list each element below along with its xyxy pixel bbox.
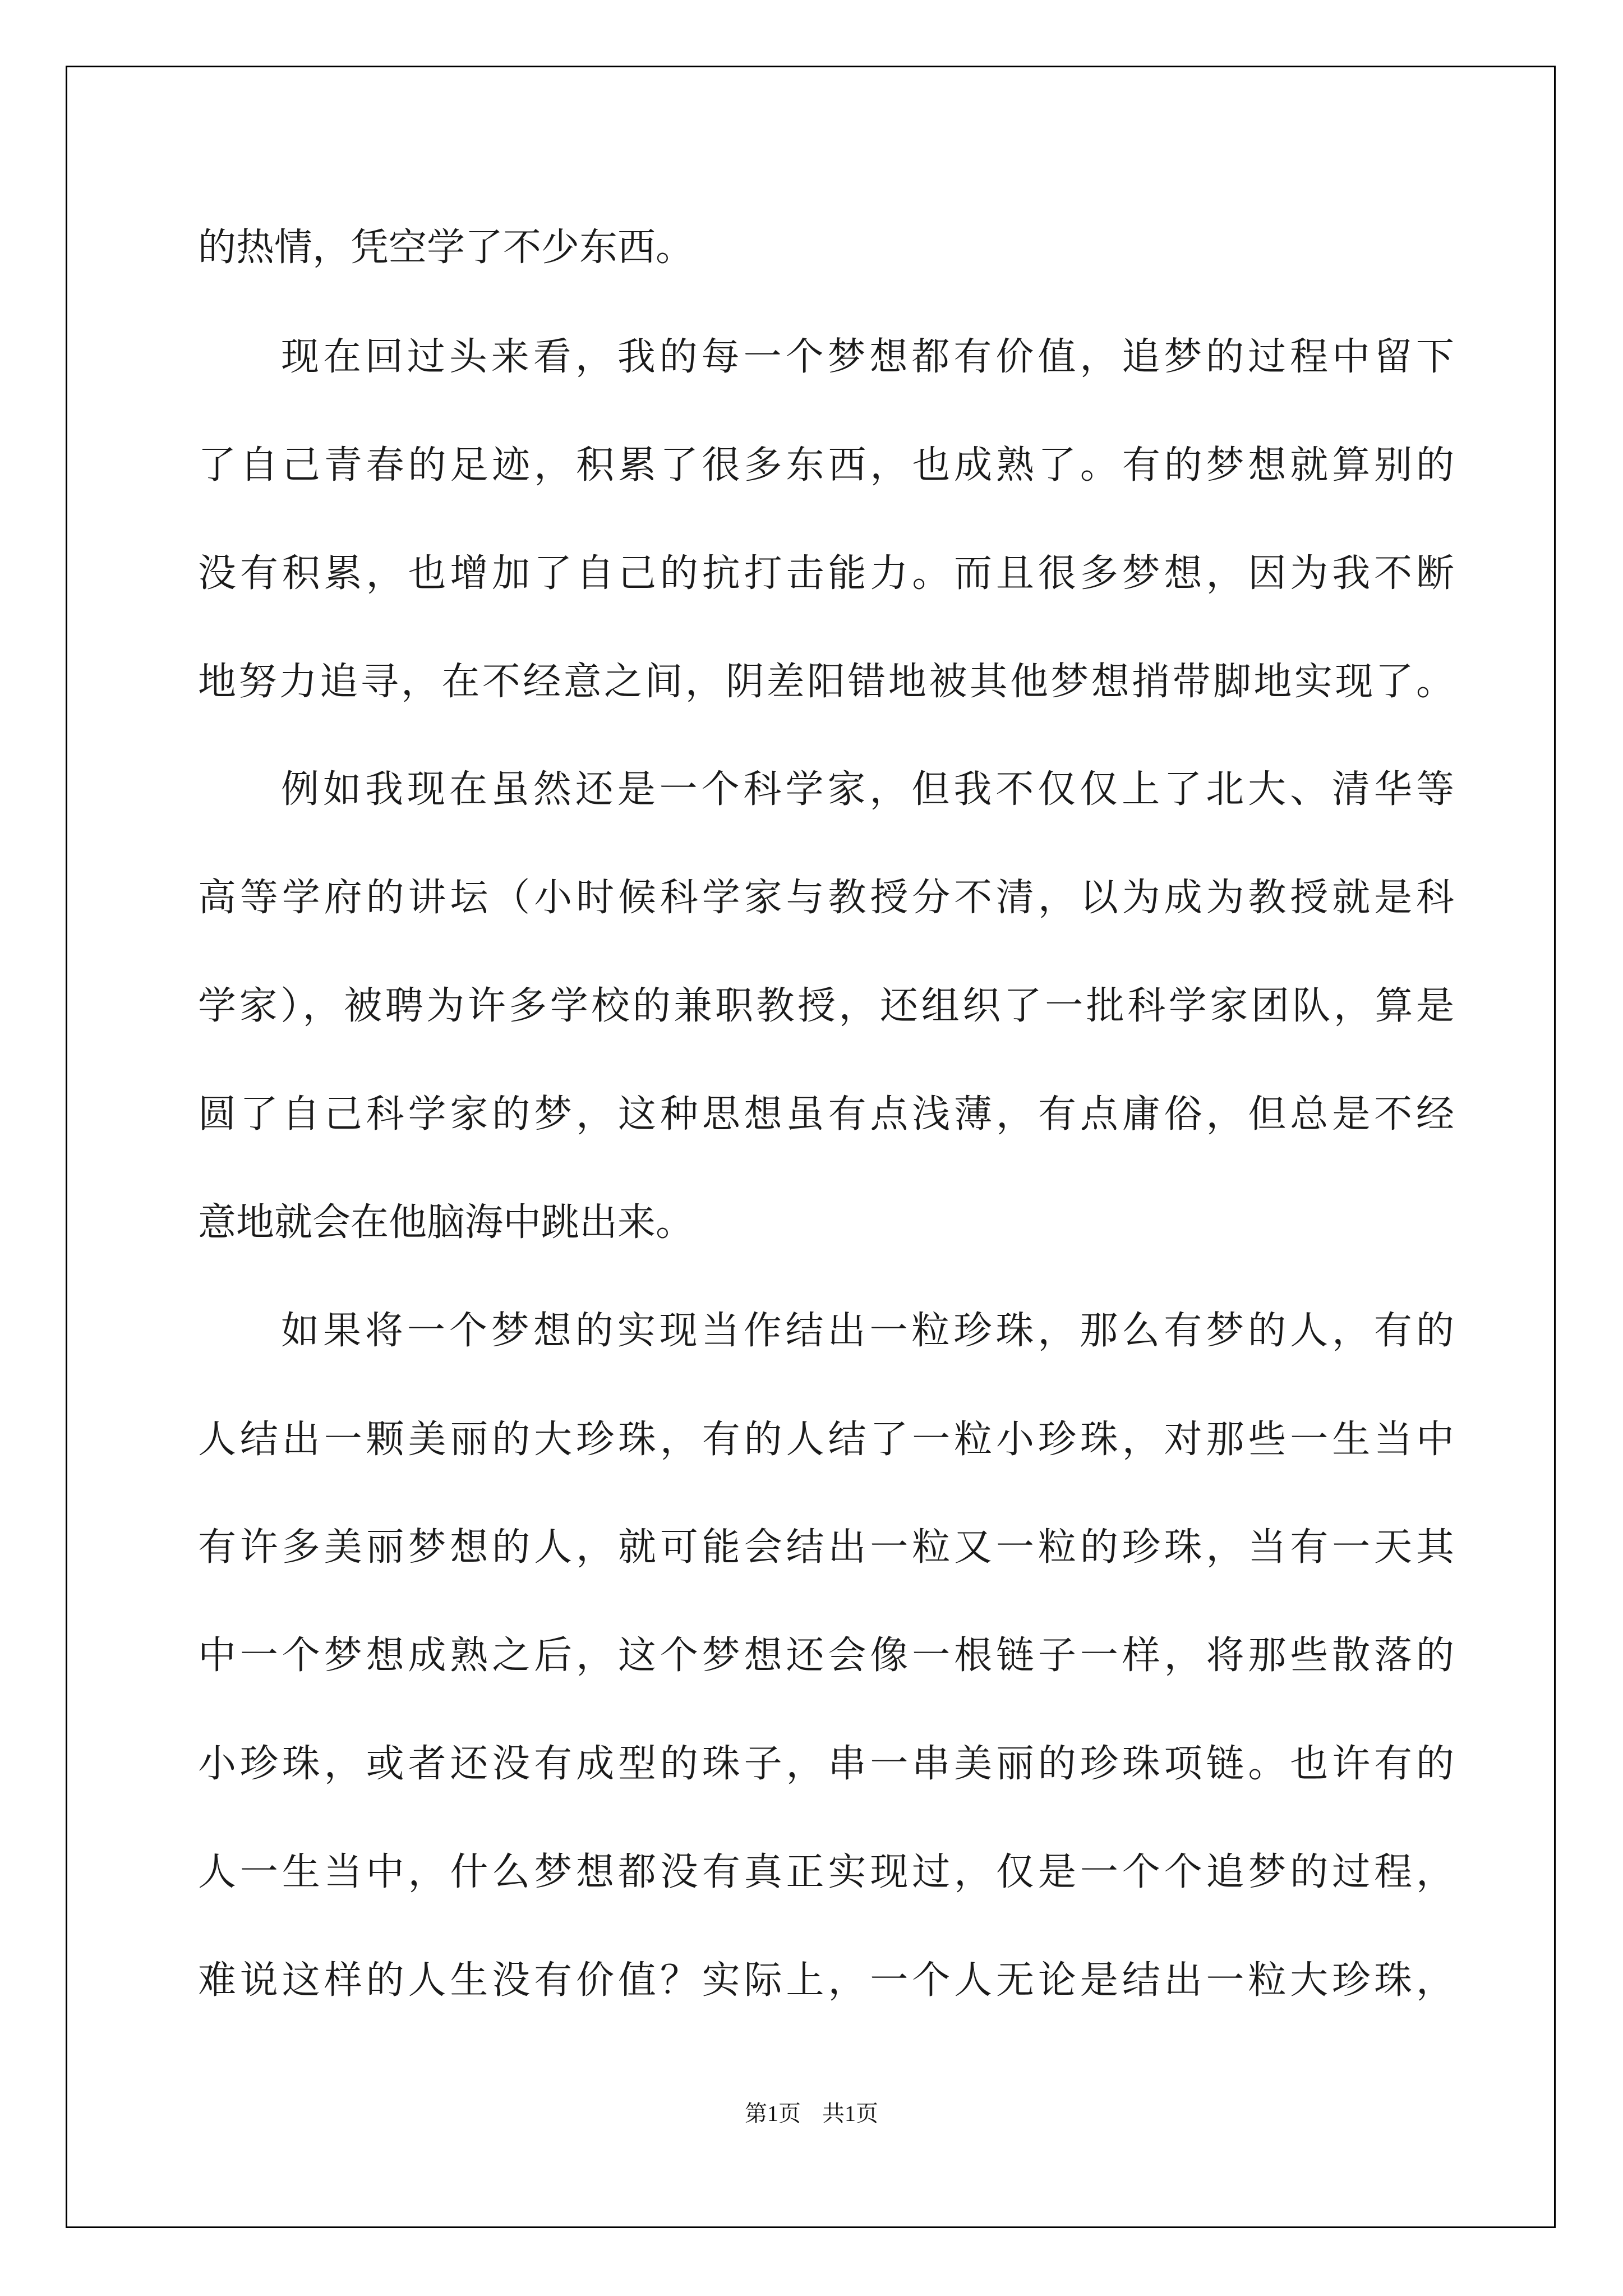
text-line: 难说这样的人生没有价值？实际上，一个人无论是结出一粒大珍珠， bbox=[198, 1958, 1454, 2003]
text-line: 小珍珠，或者还没有成型的珠子，串一串美丽的珍珠项链。也许有的 bbox=[198, 1742, 1454, 1786]
page-number: 第1页 bbox=[745, 2101, 801, 2126]
text-line: 高等学府的讲坛（小时候科学家与教授分不清，以为成为教授就是科 bbox=[198, 876, 1454, 920]
text-line: 人结出一颗美丽的大珍珠，有的人结了一粒小珍珠，对那些一生当中 bbox=[198, 1418, 1454, 1462]
page-total: 共1页 bbox=[822, 2101, 878, 2126]
page-footer bbox=[0, 2096, 1623, 2128]
text-line: 有许多美丽梦想的人，就可能会结出一粒又一粒的珍珠，当有一天其 bbox=[198, 1525, 1454, 1570]
text-line: 了自己青春的足迹，积累了很多东西，也成熟了。有的梦想就算别的 bbox=[198, 443, 1454, 487]
text-line: 学家），被聘为许多学校的兼职教授，还组织了一批科学家团队，算是 bbox=[198, 984, 1454, 1028]
text-line: 的热情，凭空学了不少东西。 bbox=[198, 226, 694, 270]
text-line: 现在回过头来看，我的每一个梦想都有价值，追梦的过程中留下 bbox=[281, 335, 1454, 379]
text-line: 例如我现在虽然还是一个科学家，但我不仅仅上了北大、清华等 bbox=[281, 767, 1454, 812]
text-line: 中一个梦想成熟之后，这个梦想还会像一根链子一样，将那些散落的 bbox=[198, 1634, 1454, 1678]
text-line: 地努力追寻，在不经意之间，阴差阳错地被其他梦想捎带脚地实现了。 bbox=[198, 660, 1454, 704]
text-line: 意地就会在他脑海中跳出来。 bbox=[198, 1200, 694, 1245]
text-line: 如果将一个梦想的实现当作结出一粒珍珠，那么有梦的人，有的 bbox=[281, 1309, 1454, 1353]
text-line: 圆了自己科学家的梦，这种思想虽有点浅薄，有点庸俗，但总是不经 bbox=[198, 1092, 1454, 1137]
text-line: 人一生当中，什么梦想都没有真正实现过，仅是一个个追梦的过程， bbox=[198, 1850, 1454, 1894]
text-line: 没有积累，也增加了自己的抗打击能力。而且很多梦想，因为我不断 bbox=[198, 551, 1454, 596]
page-border bbox=[66, 66, 1556, 2228]
